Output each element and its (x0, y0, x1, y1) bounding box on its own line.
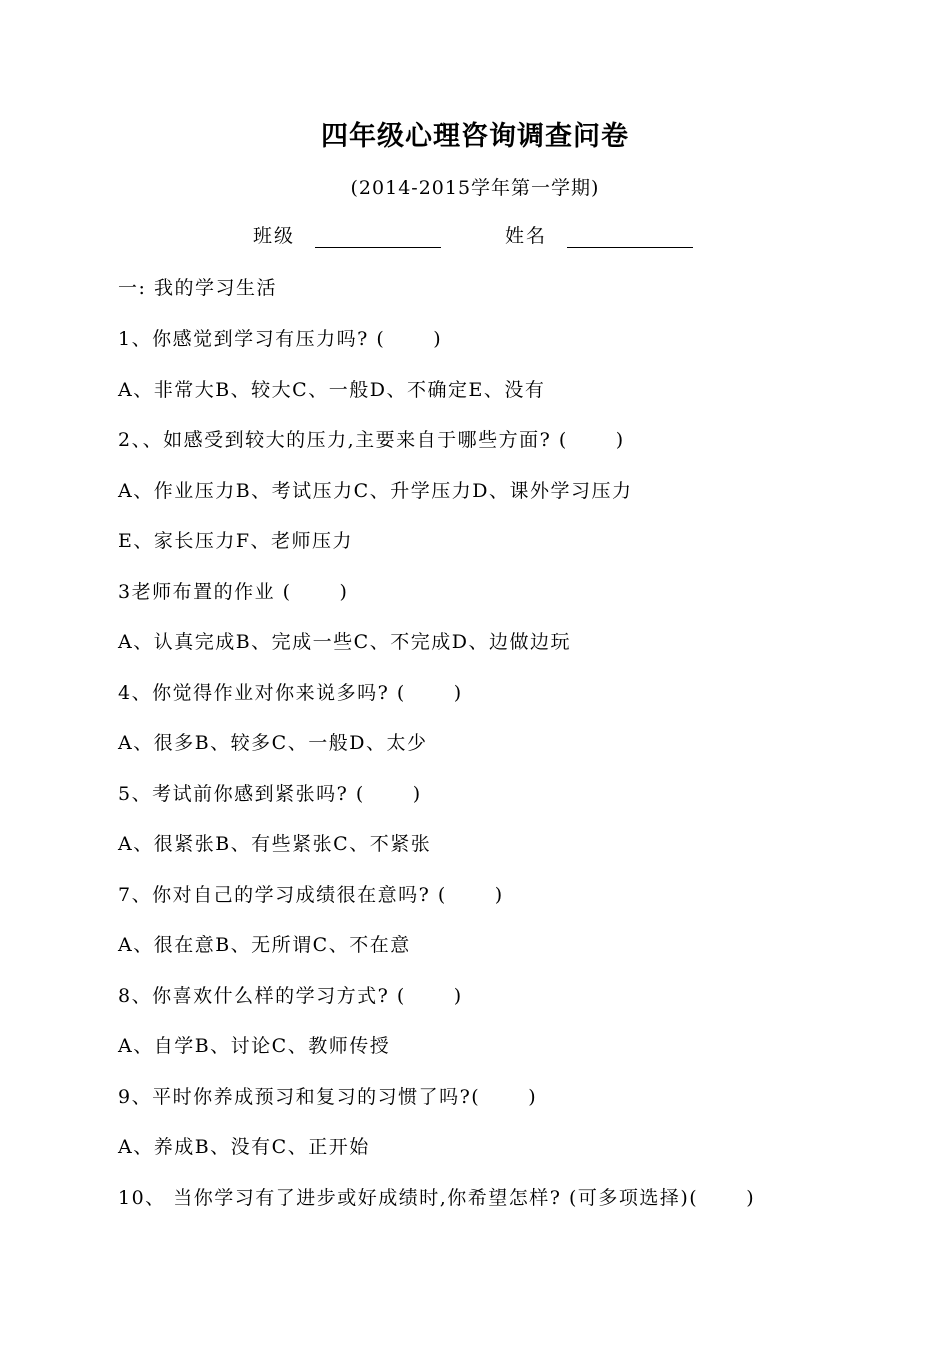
question-close-paren: ) (453, 985, 463, 1007)
question-4 (118, 678, 463, 705)
question-text: 9、平时你养成预习和复习的习惯了吗?( (118, 1086, 481, 1108)
options-line: A、很多B、较多C、一般D、太少 (118, 732, 428, 754)
options-line: A、养成B、没有C、正开始 (118, 1136, 370, 1158)
question-10 (118, 1183, 755, 1210)
options-line: A、非常大B、较大C、一般D、不确定E、没有 (118, 379, 546, 401)
options-line: A、作业压力B、考试压力C、升学压力D、课外学习压力 (118, 480, 633, 502)
class-label: 班级 (253, 225, 296, 247)
question-close-paren: ) (433, 328, 443, 350)
question-1 (118, 324, 442, 351)
question-close-paren: ) (453, 682, 463, 704)
name-blank-field[interactable] (567, 225, 693, 248)
question-close-paren: ) (528, 1086, 538, 1108)
options-line: A、认真完成B、完成一些C、不完成D、边做边玩 (118, 631, 571, 653)
class-blank-field[interactable] (315, 225, 441, 248)
question-5 (118, 779, 422, 806)
question-8 (118, 981, 463, 1008)
question-close-paren: ) (494, 884, 504, 906)
name-label: 姓名 (505, 225, 548, 247)
page-title: 四年级心理咨询调查问卷 (321, 121, 629, 152)
question-close-paren: ) (339, 581, 349, 603)
options-line: A、很紧张B、有些紧张C、不紧张 (118, 833, 432, 855)
question-7 (118, 880, 504, 907)
question-3 (118, 577, 348, 604)
question-text: 8、你喜欢什么样的学习方式? ( (118, 985, 406, 1007)
question-9 (118, 1082, 537, 1109)
options-line: A、很在意B、无所谓C、不在意 (118, 934, 411, 956)
student-info-row (253, 221, 693, 248)
section-heading: 一: 我的学习生活 (118, 277, 277, 299)
question-text: 4、你觉得作业对你来说多吗? ( (118, 682, 406, 704)
question-text: 1、你感觉到学习有压力吗? ( (118, 328, 386, 350)
question-close-paren: ) (746, 1187, 756, 1209)
question-text: 2、、如感受到较大的压力,主要来自于哪些方面? ( (118, 429, 568, 451)
question-text: 3老师布置的作业 ( (118, 581, 292, 603)
page-subtitle: (2014-2015学年第一学期) (350, 177, 600, 199)
options-line: E、家长压力F、老师压力 (118, 530, 354, 552)
question-text: 5、考试前你感到紧张吗? ( (118, 783, 365, 805)
question-2 (118, 425, 625, 452)
question-close-paren: ) (615, 429, 625, 451)
options-line: A、自学B、讨论C、教师传授 (118, 1035, 391, 1057)
question-text: 7、你对自己的学习成绩很在意吗? ( (118, 884, 447, 906)
question-close-paren: ) (412, 783, 422, 805)
question-text: 10、 当你学习有了进步或好成绩时,你希望怎样? (可多项选择)( (118, 1187, 699, 1209)
